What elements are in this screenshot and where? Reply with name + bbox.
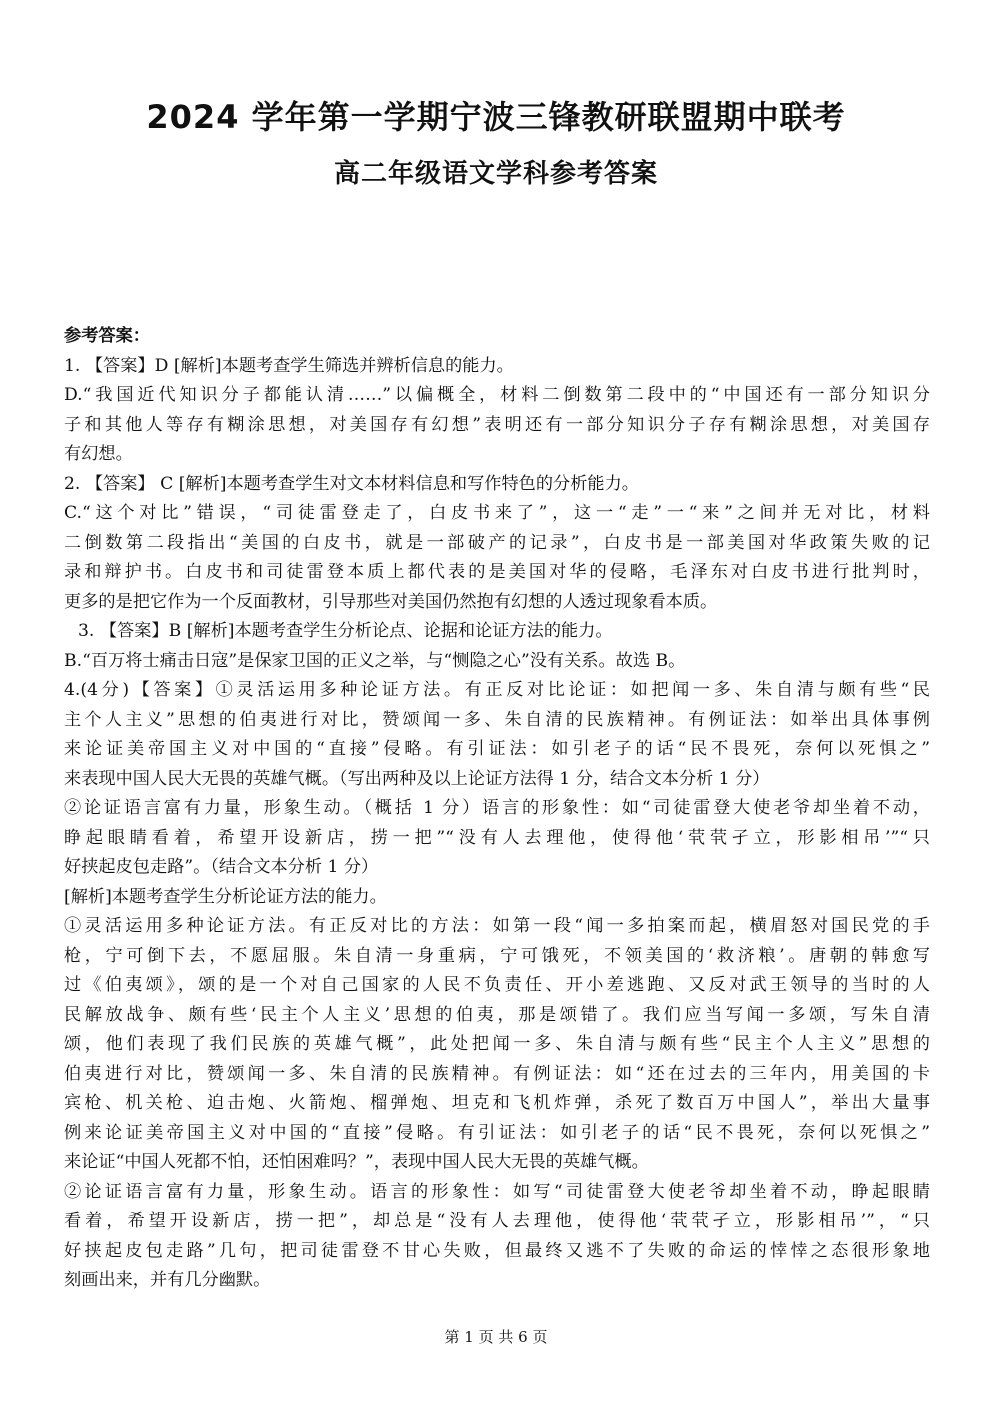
document-subtitle: 高二年级语文学科参考答案	[333, 159, 658, 189]
section-heading: 参考答案：	[64, 326, 150, 346]
q4-answer-line: 来表现中国人民大无畏的英雄气概。（写出两种及以上论证方法得 1 分，结合文本分析 1 分）	[64, 768, 770, 789]
q1-explanation-line: 子和其他人等存有糊涂思想，对美国存有幻想”表明还有一部分知识分子存有糊涂思想，对美国存	[64, 414, 930, 435]
q4-answer-line: 好挟起皮包走路”。（结合文本分析 1 分）	[64, 857, 379, 877]
q4-explanation-line: 好挟起皮包走路”几句，把司徒雷登不甘心失败，但最终又逃不了失败的命运的悻悻之态很形象地	[64, 1240, 930, 1261]
q2-answer-line: 2. 【答案】 C [解析]本题考查学生对文本材料信息和写作特色的分析能力。	[64, 473, 639, 494]
q4-explanation-line: ①灵活运用多种论证方法。有正反对比的方法：如第一段“闻一多拍案而起，横眉怒对国民党的手	[64, 916, 930, 936]
q4-answer-line: 睁起眼睛看着，希望开设新店，捞一把”“没有人去理他，使得他‘茕茕孑立，形影相吊’”“只	[64, 827, 930, 848]
q4-explanation-line: 枪，宁可倒下去，不愿屈服。朱自清一身重病，宁可饿死，不领美国的‘救济粮’。唐朝的韩愈写	[64, 945, 930, 966]
q4-answer-line: 来论证美帝国主义对中国的“直接”侵略。有引证法：如引老子的话“民不畏死，奈何以死惧之”	[64, 739, 930, 759]
q3-explanation-line: B.“百万将士痛击日寇”是保家卫国的正义之举，与“恻隐之心”没有关系。故选 B。	[64, 650, 686, 671]
q4-explanation-line: 宾枪、机关枪、迫击炮、火箭炮、榴弹炮、坦克和飞机炸弹，杀死了数百万中国人”，举出大量事	[64, 1093, 930, 1113]
q4-explanation-heading: [解析]本题考查学生分析论证方法的能力。	[64, 886, 387, 907]
q1-answer-line: 1. 【答案】D [解析]本题考查学生筛选并辨析信息的能力。	[64, 355, 514, 376]
q4-answer-line: ②论证语言富有力量，形象生动。（概括 1 分）语言的形象性：如“司徒雷登大使老爷却坐着不动，	[64, 798, 930, 818]
q4-explanation-line: 来论证“中国人死都不怕，还怕困难吗？”，表现中国人民大无畏的英雄气概。	[64, 1152, 649, 1172]
page-number: 第 1 页 共 6 页	[444, 1328, 548, 1346]
q1-explanation-line: D.“我国近代知识分子都能认清……”以偏概全，材料二倒数第二段中的“中国还有一部分知识分	[64, 385, 930, 405]
q3-answer-line: 3. 【答案】B [解析]本题考查学生分析论点、论据和论证方法的能力。	[78, 621, 613, 641]
q2-explanation-line: 更多的是把它作为一个反面教材，引导那些对美国仍然抱有幻想的人透过现象看本质。	[64, 591, 718, 612]
q4-explanation-line: 例来论证美帝国主义对中国的“直接”侵略。有引证法：如引老子的话“民不畏死，奈何以死惧之”	[64, 1122, 930, 1143]
q2-explanation-line: C.“这个对比”错误，“司徒雷登走了，白皮书来了”，这一“走”一“来”之间并无对比，材料	[64, 503, 930, 523]
q4-explanation-line: 刻画出来，并有几分幽默。	[64, 1270, 271, 1290]
answer-body	[64, 322, 930, 1296]
q2-explanation-line: 二倒数第二段指出“美国的白皮书，就是一部破产的记录”，白皮书是一部美国对华政策失败的记	[64, 532, 930, 553]
q4-explanation-line: 过《伯夷颂》，颂的是一个对自己国家的人民不负责任、开小差逃跑、又反对武王领导的当时的人	[64, 975, 930, 995]
q4-answer-line: 主个人主义”思想的伯夷进行对比，赞颂闻一多、朱自清的民族精神。有例证法：如举出具体事例	[64, 709, 930, 730]
q4-answer-line: 4.(4分)【答案】①灵活运用多种论证方法。有正反对比论证：如把闻一多、朱自清与颇有些“民	[64, 680, 930, 700]
q2-explanation-line: 录和辩护书。白皮书和司徒雷登本质上都代表的是美国对华的侵略，毛泽东对白皮书进行批判时，	[64, 562, 930, 582]
q4-explanation-line: 看着，希望开设新店，捞一把”，却总是“没有人去理他，使得他‘茕茕孑立，形影相吊’”，“只	[64, 1211, 930, 1231]
exam-title: 2024 学年第一学期宁波三锋教研联盟期中联考	[146, 98, 846, 136]
q4-explanation-line: 颂，他们表现了我们民族的英雄气概”，此处把闻一多、朱自清与颇有些“民主个人主义”思想的	[64, 1034, 930, 1054]
q4-explanation-line: 民解放战争、颇有些‘民主个人主义’思想的伯夷，那是颂错了。我们应当写闻一多颂，写朱自清	[64, 1004, 930, 1025]
q4-explanation-line: ②论证语言富有力量，形象生动。语言的形象性：如写“司徒雷登大使老爷却坐着不动，睁起眼睛	[64, 1181, 930, 1202]
q1-explanation-line: 有幻想。	[64, 444, 133, 464]
q4-explanation-line: 伯夷进行对比，赞颂闻一多、朱自清的民族精神。有例证法：如“还在过去的三年内，用美国的卡	[64, 1063, 930, 1084]
